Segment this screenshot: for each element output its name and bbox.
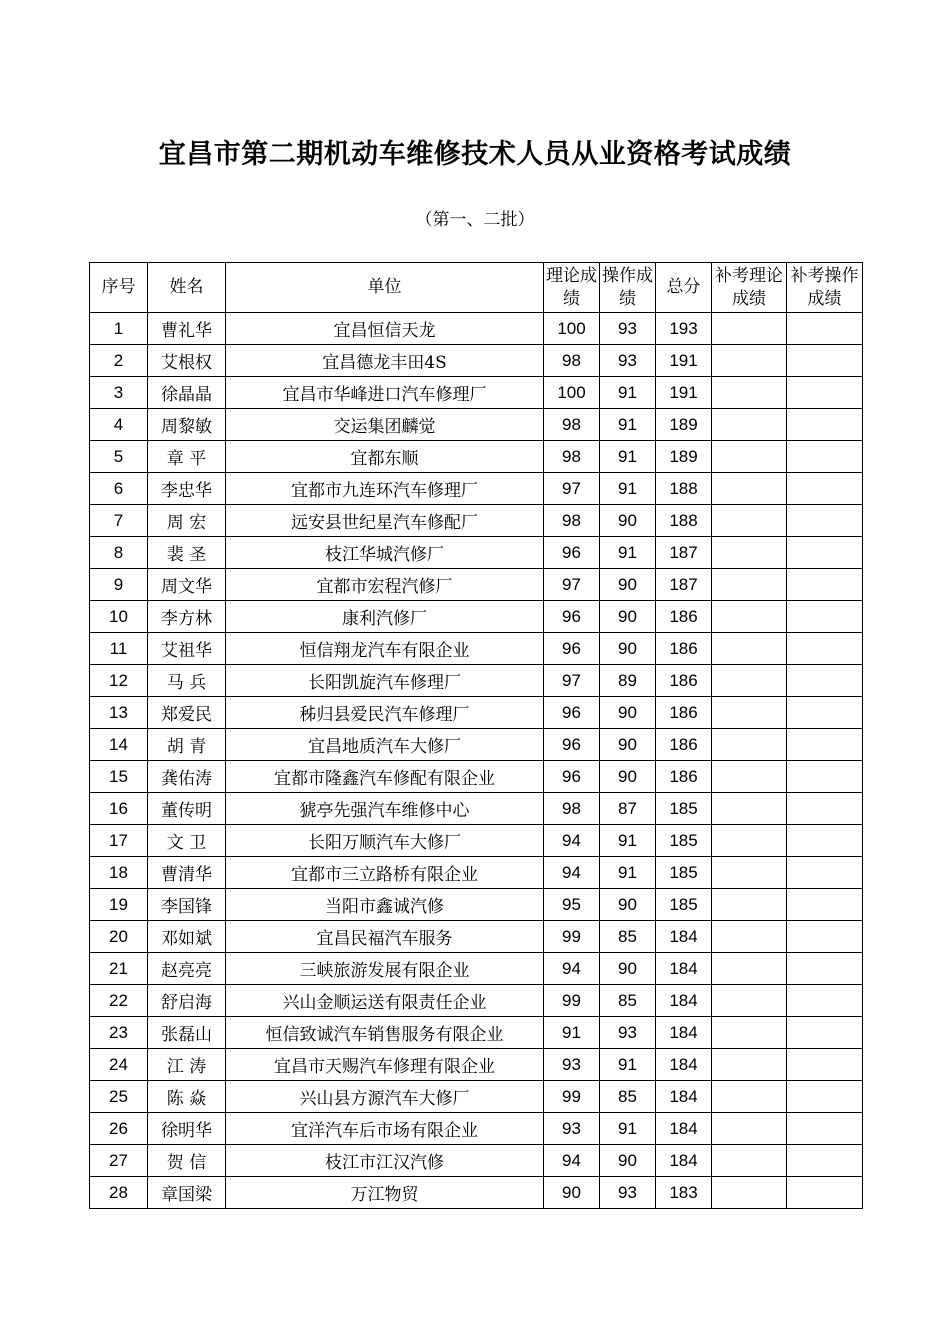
cell-practical-score: 85 [600, 921, 656, 953]
table-row [90, 1145, 863, 1177]
cell-name: 李方林 [148, 601, 226, 633]
cell-makeup-theory-score [712, 889, 787, 921]
table-header-row [90, 263, 863, 313]
cell-unit: 秭归县爱民汽车修理厂 [226, 697, 544, 729]
cell-unit: 宜洋汽车后市场有限企业 [226, 1113, 544, 1145]
cell-name: 李国锋 [148, 889, 226, 921]
table-row [90, 1017, 863, 1049]
cell-makeup-practical-score [787, 313, 863, 345]
cell-total-score: 186 [656, 665, 712, 697]
cell-makeup-practical-score [787, 569, 863, 601]
cell-makeup-practical-score [787, 1113, 863, 1145]
cell-theory-score: 96 [544, 697, 600, 729]
cell-total-score: 186 [656, 601, 712, 633]
cell-makeup-practical-score [787, 1049, 863, 1081]
cell-makeup-practical-score [787, 729, 863, 761]
cell-unit: 宜昌市华峰进口汽车修理厂 [226, 377, 544, 409]
cell-makeup-practical-score [787, 697, 863, 729]
cell-practical-score: 91 [600, 825, 656, 857]
cell-practical-score: 91 [600, 473, 656, 505]
table-row [90, 569, 863, 601]
cell-index: 15 [90, 761, 148, 793]
cell-makeup-practical-score [787, 825, 863, 857]
table-row [90, 761, 863, 793]
cell-unit: 长阳万顺汽车大修厂 [226, 825, 544, 857]
cell-makeup-theory-score [712, 505, 787, 537]
cell-name: 曹清华 [148, 857, 226, 889]
cell-index: 20 [90, 921, 148, 953]
header-makeup-practical-score: 补考操作成绩 [787, 263, 863, 313]
cell-makeup-practical-score [787, 409, 863, 441]
table-row [90, 793, 863, 825]
cell-practical-score: 91 [600, 409, 656, 441]
cell-name: 龚佑涛 [148, 761, 226, 793]
cell-name: 裴 圣 [148, 537, 226, 569]
cell-name: 周黎敏 [148, 409, 226, 441]
cell-index: 25 [90, 1081, 148, 1113]
cell-makeup-practical-score [787, 441, 863, 473]
cell-unit: 枝江市江汉汽修 [226, 1145, 544, 1177]
cell-name: 江 涛 [148, 1049, 226, 1081]
cell-index: 27 [90, 1145, 148, 1177]
table-row [90, 537, 863, 569]
cell-total-score: 185 [656, 793, 712, 825]
cell-practical-score: 90 [600, 1145, 656, 1177]
cell-total-score: 184 [656, 921, 712, 953]
cell-unit: 恒信致诚汽车销售服务有限企业 [226, 1017, 544, 1049]
cell-practical-score: 93 [600, 1017, 656, 1049]
cell-total-score: 186 [656, 729, 712, 761]
cell-theory-score: 94 [544, 953, 600, 985]
cell-name: 舒启海 [148, 985, 226, 1017]
cell-name: 陈 焱 [148, 1081, 226, 1113]
cell-name: 贺 信 [148, 1145, 226, 1177]
header-theory-score: 理论成绩 [544, 263, 600, 313]
cell-makeup-practical-score [787, 377, 863, 409]
table-row [90, 921, 863, 953]
cell-total-score: 185 [656, 825, 712, 857]
cell-unit: 康利汽修厂 [226, 601, 544, 633]
cell-total-score: 185 [656, 857, 712, 889]
cell-theory-score: 99 [544, 985, 600, 1017]
cell-unit: 远安县世纪星汽车修配厂 [226, 505, 544, 537]
cell-makeup-theory-score [712, 473, 787, 505]
cell-total-score: 184 [656, 1081, 712, 1113]
cell-name: 艾祖华 [148, 633, 226, 665]
table-row [90, 825, 863, 857]
cell-unit: 猇亭先强汽车维修中心 [226, 793, 544, 825]
cell-total-score: 186 [656, 761, 712, 793]
header-makeup-theory-score: 补考理论成绩 [712, 263, 787, 313]
cell-theory-score: 96 [544, 761, 600, 793]
cell-theory-score: 98 [544, 345, 600, 377]
cell-index: 9 [90, 569, 148, 601]
cell-total-score: 183 [656, 1177, 712, 1209]
cell-practical-score: 91 [600, 1049, 656, 1081]
cell-name: 章 平 [148, 441, 226, 473]
cell-makeup-theory-score [712, 761, 787, 793]
cell-makeup-practical-score [787, 857, 863, 889]
cell-name: 李忠华 [148, 473, 226, 505]
scores-table [89, 262, 863, 1209]
cell-total-score: 188 [656, 473, 712, 505]
cell-unit: 宜都东顺 [226, 441, 544, 473]
cell-name: 董传明 [148, 793, 226, 825]
table-row [90, 1081, 863, 1113]
cell-makeup-practical-score [787, 793, 863, 825]
cell-theory-score: 90 [544, 1177, 600, 1209]
cell-makeup-practical-score [787, 1017, 863, 1049]
table-row [90, 697, 863, 729]
cell-makeup-theory-score [712, 729, 787, 761]
cell-makeup-practical-score [787, 473, 863, 505]
cell-theory-score: 94 [544, 1145, 600, 1177]
table-row [90, 857, 863, 889]
cell-index: 13 [90, 697, 148, 729]
cell-makeup-theory-score [712, 665, 787, 697]
cell-makeup-theory-score [712, 697, 787, 729]
cell-practical-score: 90 [600, 569, 656, 601]
cell-theory-score: 96 [544, 729, 600, 761]
cell-total-score: 185 [656, 889, 712, 921]
cell-makeup-practical-score [787, 1145, 863, 1177]
cell-practical-score: 91 [600, 1113, 656, 1145]
cell-name: 文 卫 [148, 825, 226, 857]
cell-name: 徐明华 [148, 1113, 226, 1145]
cell-makeup-theory-score [712, 345, 787, 377]
cell-name: 邓如斌 [148, 921, 226, 953]
cell-practical-score: 85 [600, 985, 656, 1017]
header-name: 姓名 [148, 263, 226, 313]
cell-name: 周文华 [148, 569, 226, 601]
table-row [90, 409, 863, 441]
cell-makeup-theory-score [712, 633, 787, 665]
table-row [90, 601, 863, 633]
cell-name: 马 兵 [148, 665, 226, 697]
cell-index: 11 [90, 633, 148, 665]
cell-index: 3 [90, 377, 148, 409]
cell-name: 艾根权 [148, 345, 226, 377]
cell-unit: 恒信翔龙汽车有限企业 [226, 633, 544, 665]
cell-makeup-theory-score [712, 569, 787, 601]
cell-total-score: 184 [656, 985, 712, 1017]
cell-makeup-theory-score [712, 1049, 787, 1081]
cell-index: 6 [90, 473, 148, 505]
cell-theory-score: 99 [544, 921, 600, 953]
cell-practical-score: 93 [600, 345, 656, 377]
cell-unit: 宜都市三立路桥有限企业 [226, 857, 544, 889]
cell-theory-score: 96 [544, 633, 600, 665]
table-row [90, 665, 863, 697]
cell-total-score: 184 [656, 953, 712, 985]
cell-makeup-theory-score [712, 921, 787, 953]
cell-practical-score: 85 [600, 1081, 656, 1113]
cell-theory-score: 98 [544, 409, 600, 441]
cell-theory-score: 97 [544, 473, 600, 505]
cell-makeup-theory-score [712, 377, 787, 409]
cell-makeup-theory-score [712, 601, 787, 633]
cell-makeup-theory-score [712, 1177, 787, 1209]
cell-unit: 宜昌市天赐汽车修理有限企业 [226, 1049, 544, 1081]
cell-theory-score: 93 [544, 1049, 600, 1081]
cell-unit: 兴山县方源汽车大修厂 [226, 1081, 544, 1113]
cell-name: 周 宏 [148, 505, 226, 537]
cell-total-score: 191 [656, 377, 712, 409]
cell-index: 14 [90, 729, 148, 761]
cell-index: 2 [90, 345, 148, 377]
table-row [90, 953, 863, 985]
cell-practical-score: 91 [600, 441, 656, 473]
cell-total-score: 184 [656, 1113, 712, 1145]
cell-unit: 宜昌恒信天龙 [226, 313, 544, 345]
cell-makeup-practical-score [787, 665, 863, 697]
cell-makeup-practical-score [787, 505, 863, 537]
cell-total-score: 191 [656, 345, 712, 377]
cell-makeup-theory-score [712, 441, 787, 473]
cell-practical-score: 90 [600, 697, 656, 729]
cell-index: 17 [90, 825, 148, 857]
cell-total-score: 189 [656, 409, 712, 441]
cell-theory-score: 94 [544, 857, 600, 889]
cell-theory-score: 95 [544, 889, 600, 921]
cell-total-score: 184 [656, 1049, 712, 1081]
cell-unit: 宜都市宏程汽修厂 [226, 569, 544, 601]
cell-practical-score: 90 [600, 729, 656, 761]
cell-theory-score: 91 [544, 1017, 600, 1049]
cell-makeup-theory-score [712, 313, 787, 345]
header-practical-score: 操作成绩 [600, 263, 656, 313]
header-index: 序号 [90, 263, 148, 313]
cell-index: 18 [90, 857, 148, 889]
cell-theory-score: 100 [544, 377, 600, 409]
table-body [90, 313, 863, 1209]
table-row [90, 1049, 863, 1081]
cell-makeup-practical-score [787, 889, 863, 921]
cell-total-score: 189 [656, 441, 712, 473]
cell-total-score: 187 [656, 569, 712, 601]
cell-makeup-theory-score [712, 1113, 787, 1145]
cell-index: 19 [90, 889, 148, 921]
cell-name: 徐晶晶 [148, 377, 226, 409]
cell-makeup-theory-score [712, 953, 787, 985]
cell-total-score: 193 [656, 313, 712, 345]
cell-unit: 长阳凯旋汽车修理厂 [226, 665, 544, 697]
cell-practical-score: 93 [600, 313, 656, 345]
table-row [90, 889, 863, 921]
cell-index: 23 [90, 1017, 148, 1049]
cell-index: 16 [90, 793, 148, 825]
cell-theory-score: 94 [544, 825, 600, 857]
cell-practical-score: 90 [600, 601, 656, 633]
cell-practical-score: 90 [600, 633, 656, 665]
table-row [90, 1177, 863, 1209]
cell-total-score: 188 [656, 505, 712, 537]
page-subtitle: （第一、二批） [415, 210, 535, 230]
cell-unit: 交运集团麟觉 [226, 409, 544, 441]
cell-index: 21 [90, 953, 148, 985]
cell-theory-score: 98 [544, 441, 600, 473]
table-row [90, 729, 863, 761]
cell-unit: 宜昌德龙丰田4S [226, 345, 544, 377]
table-row [90, 985, 863, 1017]
cell-unit: 三峡旅游发展有限企业 [226, 953, 544, 985]
table-row [90, 313, 863, 345]
cell-index: 5 [90, 441, 148, 473]
cell-total-score: 186 [656, 633, 712, 665]
cell-unit: 枝江华城汽修厂 [226, 537, 544, 569]
cell-unit: 万江物贸 [226, 1177, 544, 1209]
cell-index: 28 [90, 1177, 148, 1209]
cell-theory-score: 96 [544, 601, 600, 633]
cell-makeup-practical-score [787, 633, 863, 665]
cell-index: 1 [90, 313, 148, 345]
cell-total-score: 187 [656, 537, 712, 569]
cell-makeup-theory-score [712, 409, 787, 441]
table-row [90, 345, 863, 377]
cell-unit: 宜都市隆鑫汽车修配有限企业 [226, 761, 544, 793]
cell-makeup-practical-score [787, 1177, 863, 1209]
cell-theory-score: 96 [544, 537, 600, 569]
cell-index: 10 [90, 601, 148, 633]
cell-theory-score: 93 [544, 1113, 600, 1145]
table-row [90, 633, 863, 665]
cell-makeup-practical-score [787, 985, 863, 1017]
cell-practical-score: 91 [600, 377, 656, 409]
table-row [90, 377, 863, 409]
cell-index: 22 [90, 985, 148, 1017]
cell-makeup-theory-score [712, 825, 787, 857]
cell-unit: 当阳市鑫诚汽修 [226, 889, 544, 921]
cell-index: 7 [90, 505, 148, 537]
cell-makeup-theory-score [712, 857, 787, 889]
cell-theory-score: 98 [544, 505, 600, 537]
cell-makeup-theory-score [712, 1081, 787, 1113]
cell-makeup-theory-score [712, 985, 787, 1017]
cell-makeup-practical-score [787, 1081, 863, 1113]
cell-unit: 兴山金顺运送有限责任企业 [226, 985, 544, 1017]
cell-makeup-theory-score [712, 1145, 787, 1177]
header-unit: 单位 [226, 263, 544, 313]
cell-index: 26 [90, 1113, 148, 1145]
cell-index: 24 [90, 1049, 148, 1081]
cell-makeup-practical-score [787, 953, 863, 985]
cell-makeup-practical-score [787, 761, 863, 793]
cell-theory-score: 97 [544, 569, 600, 601]
cell-index: 12 [90, 665, 148, 697]
table-row [90, 505, 863, 537]
cell-theory-score: 97 [544, 665, 600, 697]
cell-total-score: 184 [656, 1145, 712, 1177]
cell-practical-score: 89 [600, 665, 656, 697]
table-row [90, 473, 863, 505]
table-row [90, 1113, 863, 1145]
cell-theory-score: 99 [544, 1081, 600, 1113]
cell-practical-score: 91 [600, 857, 656, 889]
cell-theory-score: 98 [544, 793, 600, 825]
cell-theory-score: 100 [544, 313, 600, 345]
cell-index: 8 [90, 537, 148, 569]
cell-unit: 宜昌民福汽车服务 [226, 921, 544, 953]
cell-total-score: 184 [656, 1017, 712, 1049]
header-total-score: 总分 [656, 263, 712, 313]
cell-practical-score: 90 [600, 505, 656, 537]
cell-practical-score: 87 [600, 793, 656, 825]
cell-practical-score: 90 [600, 761, 656, 793]
cell-name: 郑爱民 [148, 697, 226, 729]
cell-makeup-practical-score [787, 921, 863, 953]
cell-name: 曹礼华 [148, 313, 226, 345]
table-row [90, 441, 863, 473]
cell-makeup-practical-score [787, 601, 863, 633]
cell-makeup-theory-score [712, 1017, 787, 1049]
cell-unit: 宜都市九连环汽车修理厂 [226, 473, 544, 505]
page-title: 宜昌市第二期机动车维修技术人员从业资格考试成绩 [158, 139, 792, 170]
cell-practical-score: 93 [600, 1177, 656, 1209]
cell-makeup-theory-score [712, 793, 787, 825]
cell-name: 章国梁 [148, 1177, 226, 1209]
cell-practical-score: 91 [600, 537, 656, 569]
cell-practical-score: 90 [600, 889, 656, 921]
cell-makeup-practical-score [787, 537, 863, 569]
cell-index: 4 [90, 409, 148, 441]
cell-makeup-practical-score [787, 345, 863, 377]
cell-unit: 宜昌地质汽车大修厂 [226, 729, 544, 761]
cell-practical-score: 90 [600, 953, 656, 985]
cell-name: 张磊山 [148, 1017, 226, 1049]
cell-total-score: 186 [656, 697, 712, 729]
cell-name: 赵亮亮 [148, 953, 226, 985]
cell-name: 胡 青 [148, 729, 226, 761]
cell-makeup-theory-score [712, 537, 787, 569]
